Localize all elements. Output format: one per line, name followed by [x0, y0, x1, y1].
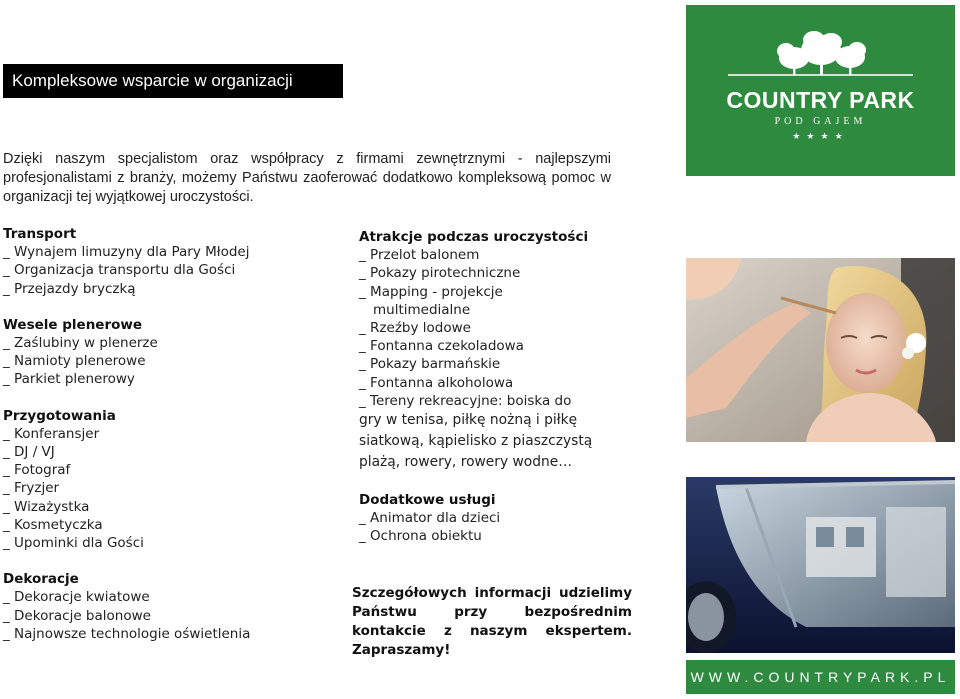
list-item-continuation: plażą, rowery, rowery wodne…	[359, 454, 573, 471]
attractions-section	[359, 228, 597, 473]
list-item: _ Wizażystka	[3, 498, 90, 515]
section-title: Kompleksowe wsparcie w organizacji	[3, 64, 343, 98]
list-item: _ Dekoracje balonowe	[3, 607, 151, 624]
list-item: _ Fontanna alkoholowa	[359, 374, 514, 391]
list-item: _ DJ / VJ	[3, 444, 55, 461]
list-item: _ Konferansjer	[3, 425, 100, 442]
services-right-column	[359, 228, 597, 564]
outdoor-wedding-section	[3, 316, 333, 389]
website-link[interactable]: WWW.COUNTRYPARK.PL	[686, 660, 955, 694]
extra-services-section	[359, 491, 597, 546]
list-item: _ Przejazdy bryczką	[3, 280, 136, 297]
limousine-photo	[686, 477, 955, 653]
extra-services-title: Dodatkowe usługi	[359, 492, 496, 509]
list-item: _ Rzeźby lodowe	[359, 320, 471, 337]
services-left-column	[3, 225, 333, 661]
logo-name: COUNTRY PARK	[726, 87, 915, 113]
list-item: multimedialne	[373, 301, 471, 318]
country-park-logo	[686, 5, 955, 176]
list-item: _ Namioty plenerowe	[3, 353, 146, 370]
list-item: _ Ochrona obiektu	[359, 528, 482, 545]
list-item: _ Organizacja transportu dla Gości	[3, 262, 236, 279]
list-item-continuation: siatkową, kąpielisko z piaszczystą	[359, 433, 593, 450]
bride-makeup-photo	[686, 258, 955, 442]
attractions-title: Atrakcje podczas uroczystości	[359, 229, 589, 245]
transport-title: Transport	[3, 226, 77, 242]
list-item: _ Dekoracje kwiatowe	[3, 589, 150, 606]
decorations-title: Dekoracje	[3, 571, 79, 588]
list-item: _ Animator dla dzieci	[359, 510, 501, 527]
transport-section	[3, 225, 333, 298]
list-item: _ Pokazy pirotechniczne	[359, 265, 521, 282]
list-item: _ Kosmetyczka	[3, 516, 103, 533]
list-item: _ Fryzjer	[3, 480, 60, 497]
list-item: _ Upominki dla Gości	[3, 535, 144, 552]
list-item: _ Przelot balonem	[359, 247, 480, 264]
list-item-continuation: gry w tenisa, piłkę nożną i piłkę	[359, 412, 578, 429]
list-item: _ Wynajem limuzyny dla Pary Młodej	[3, 244, 250, 261]
preparations-section	[3, 407, 333, 553]
outdoor-wedding-title: Wesele plenerowe	[3, 316, 143, 333]
decorations-section	[3, 570, 333, 643]
list-item: _ Najnowsze technologie oświetlenia	[3, 625, 251, 642]
list-item: _ Fontanna czekoladowa	[359, 338, 524, 355]
list-item: _ Fotograf	[3, 462, 71, 479]
logo-subtitle: POD GAJEM	[774, 116, 867, 127]
preparations-title: Przygotowania	[3, 407, 116, 424]
list-item: _ Parkiet plenerowy	[3, 371, 135, 388]
list-item: _ Mapping - projekcje	[359, 283, 503, 300]
list-item: _ Zaślubiny w plenerze	[3, 335, 158, 352]
logo-stars: ★★★★	[792, 131, 849, 141]
list-item: _ Pokazy barmańskie	[359, 356, 501, 373]
contact-note: Szczegółowych informacji udzielimy Państwu przy bezpośrednim kontakcie z naszym ekspertem. Zapraszamy!	[352, 585, 632, 658]
intro-paragraph: Dzięki naszym specjalistom oraz współpracy z firmami zewnętrznymi - najlepszymi profesjonalistami z branży, możemy Państwu zaoferować dodatkowo kompleksową pomoc w organizacji tej wyjątkowej uroczystości.	[3, 151, 611, 205]
list-item: _ Tereny rekreacyjne: boiska do	[359, 392, 572, 409]
